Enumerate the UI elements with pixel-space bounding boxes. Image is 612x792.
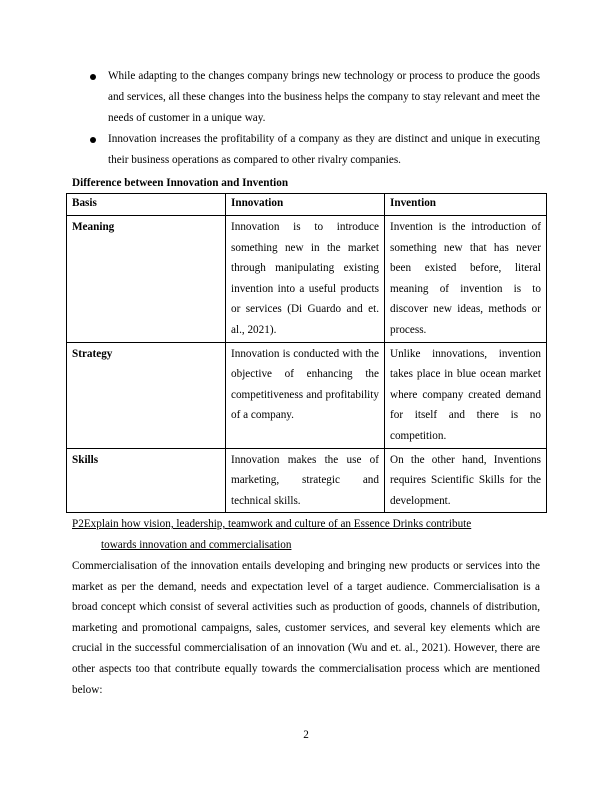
row-innovation-cell: Innovation is to introduce something new in the market through manipulating existing invention into a useful products or services (Di Guardo and et. al., 2021). — [226, 216, 385, 343]
row-invention-cell: Unlike innovations, invention takes place in blue ocean market where company created demand for itself and there is no competition. — [385, 342, 547, 448]
header-cell-innovation: Innovation — [226, 194, 385, 216]
row-basis-cell: Skills — [67, 448, 226, 513]
bullet-item — [72, 129, 540, 171]
row-basis-cell: Strategy — [67, 342, 226, 448]
table-row — [67, 216, 547, 343]
row-innovation-cell: Innovation is conducted with the objective of enhancing the competitiveness and profitability of a company. — [226, 342, 385, 448]
table-row — [67, 342, 547, 448]
bullet-item — [72, 66, 540, 129]
row-basis-cell: Meaning — [67, 216, 226, 343]
bullet-text: Innovation increases the profitability of a company as they are distinct and unique in executing their business operations as compared to other rivalry companies. — [108, 133, 540, 166]
section-heading-line1: P2Explain how vision, leadership, teamwork and culture of an Essence Drinks contribute — [72, 518, 472, 530]
row-invention-cell: On the other hand, Inventions requires Scientific Skills for the development. — [385, 448, 547, 513]
row-invention-cell: Invention is the introduction of something new that has never been existed before, literal meaning of invention is to discover new ideas, methods or process. — [385, 216, 547, 343]
header-cell-invention: Invention — [385, 194, 547, 216]
body-paragraph: Commercialisation of the innovation entails developing and bringing new products or services into the market as per the demand, needs and expectation level of a target audience. Commercialisation is a broad concept which consist of several activities such as production of goods, channels of distribution, marketing and promotional campaigns, sales, customer services, and several key elements which are crucial in the successful commercialisation of an innovation (Wu and et. al., 2021). However, there are other aspects too that contribute equally towards the commercialisation process which are mentioned below: — [72, 560, 540, 696]
bullet-list — [72, 66, 540, 171]
table-header-row — [67, 194, 547, 216]
comparison-table — [66, 193, 547, 513]
header-cell-basis: Basis — [67, 194, 226, 216]
bullet-text: While adapting to the changes company brings new technology or process to produce the goods and services, all these changes into the business helps the company to stay relevant and meet the needs of customer in a unique way. — [108, 70, 540, 124]
table-row — [67, 448, 547, 513]
section-heading-line2: towards innovation and commercialisation — [101, 538, 292, 551]
table-heading: Difference between Innovation and Invention — [72, 177, 289, 189]
bullet-dot-icon — [90, 137, 96, 143]
bullet-dot-icon — [90, 74, 96, 80]
section-heading-p2 — [72, 514, 540, 555]
page-number: 2 — [303, 729, 309, 741]
row-innovation-cell: Innovation makes the use of marketing, strategic and technical skills. — [226, 448, 385, 513]
